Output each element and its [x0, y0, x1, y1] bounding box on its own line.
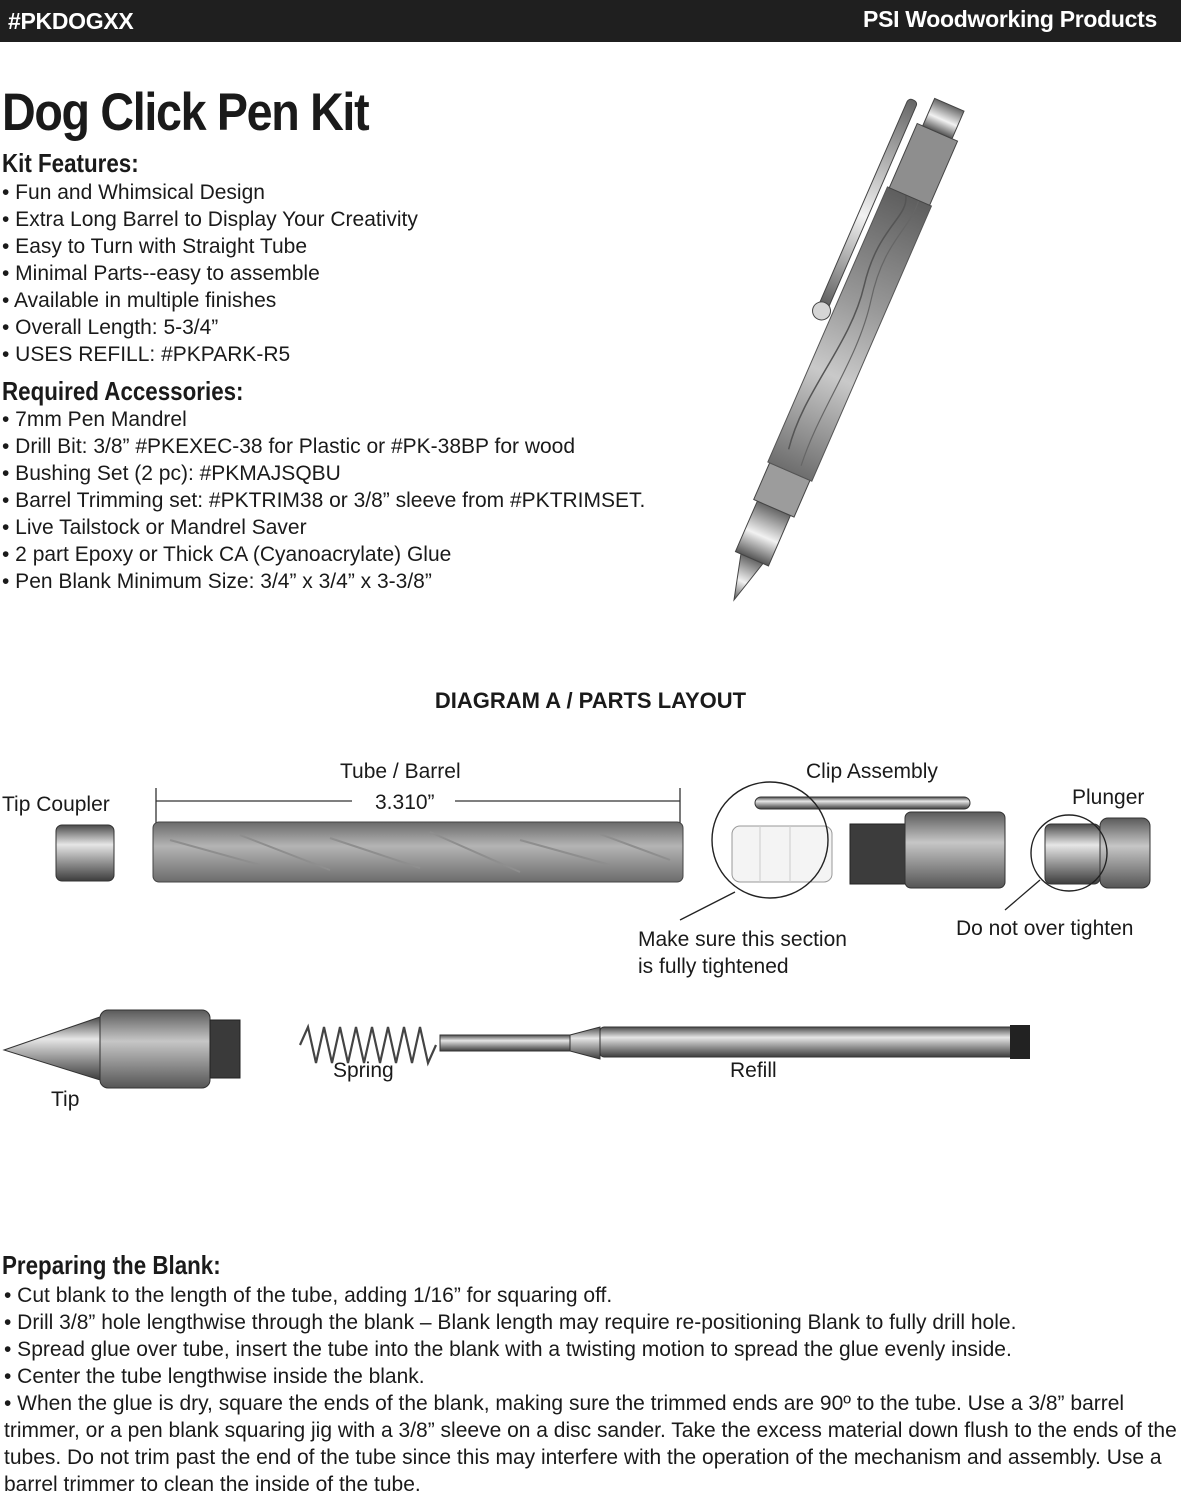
refill-part — [440, 1025, 1030, 1059]
accessories-list — [2, 406, 645, 595]
list-item: • Live Tailstock or Mandrel Saver — [2, 516, 307, 539]
tube-barrel-label: Tube / Barrel — [340, 760, 461, 783]
tip-coupler-label: Tip Coupler — [2, 793, 110, 816]
spring-part — [300, 1027, 436, 1063]
list-item: • Center the tube lengthwise inside the blank. — [4, 1365, 425, 1388]
diagram-title: DIAGRAM A / PARTS LAYOUT — [434, 688, 747, 713]
brand-name: PSI Woodworking Products — [863, 6, 1157, 32]
tighten-note-line-1: Make sure this section — [638, 928, 847, 951]
list-item: • Spread glue over tube, insert the tube into the blank with a twisting motion to spread the glue evenly inside. — [4, 1338, 1012, 1361]
clip-assembly-label: Clip Assembly — [806, 760, 938, 783]
header-bar — [0, 0, 1181, 42]
parts-diagram — [0, 780, 1181, 1100]
list-item: • Bushing Set (2 pc): #PKMAJSQBU — [2, 462, 341, 485]
list-item: • Pen Blank Minimum Size: 3/4” x 3/4” x 3-3/8” — [2, 570, 432, 593]
list-item: • Cut blank to the length of the tube, adding 1/16” for squaring off. — [4, 1284, 613, 1307]
list-item: • Easy to Turn with Straight Tube — [2, 235, 308, 258]
tip-label: Tip — [51, 1088, 80, 1111]
list-item: • Overall Length: 5-3/4” — [2, 316, 219, 339]
list-item: • Extra Long Barrel to Display Your Creativity — [2, 208, 418, 231]
page-title: Dog Click Pen Kit — [2, 83, 369, 142]
list-item: • When the glue is dry, square the ends of the blank, making sure the trimmed ends are 90º to the tube. Use a 3/8” barrel trimmer, or a pen blank squaring jig with a 3/8” sleeve on a disc sander. Take the excess material down flush to the ends of the tubes. Do not trim past the end of the tube since this may interfere with the operation of the mechanism and assembly. Use a barrel trimmer to clean the inside of the tube. — [4, 1392, 1177, 1496]
list-item: • 7mm Pen Mandrel — [2, 408, 187, 431]
tip-part — [4, 1010, 240, 1088]
list-item: • Barrel Trimming set: #PKTRIM38 or 3/8” sleeve from #PKTRIMSET. — [2, 489, 646, 512]
preparing-heading: Preparing the Blank: — [2, 1250, 221, 1280]
list-item: • Drill 3/8” hole lengthwise through the blank – Blank length may require re-positioning Blank to fully drill hole. — [4, 1311, 1017, 1334]
list-item: • Available in multiple finishes — [2, 289, 277, 312]
list-item: • USES REFILL: #PKPARK-R5 — [2, 343, 291, 366]
plunger-part — [1005, 815, 1150, 910]
list-item: • Fun and Whimsical Design — [2, 181, 265, 204]
assembled-pen-image — [700, 55, 1180, 635]
clip-assembly-part — [680, 782, 1005, 920]
spring-label: Spring — [333, 1059, 394, 1082]
accessories-heading: Required Accessories: — [2, 376, 244, 406]
features-list — [2, 179, 418, 368]
over-tighten-note: Do not over tighten — [956, 917, 1134, 940]
sku-code: #PKDOGXX — [8, 8, 134, 34]
preparing-instructions — [4, 1282, 1179, 1498]
features-heading: Kit Features: — [2, 148, 139, 178]
tighten-note-line-2: is fully tightened — [638, 955, 789, 978]
tube-length-label: 3.310” — [375, 791, 435, 814]
plunger-label: Plunger — [1072, 786, 1145, 809]
dimension-line — [156, 788, 680, 824]
refill-label: Refill — [730, 1059, 777, 1082]
tube-barrel-part — [153, 822, 683, 882]
list-item: • Minimal Parts--easy to assemble — [2, 262, 320, 285]
list-item: • 2 part Epoxy or Thick CA (Cyanoacrylate) Glue — [2, 543, 452, 566]
list-item: • Drill Bit: 3/8” #PKEXEC-38 for Plastic or #PK-38BP for wood — [2, 435, 576, 458]
tip-coupler-part — [56, 825, 114, 881]
